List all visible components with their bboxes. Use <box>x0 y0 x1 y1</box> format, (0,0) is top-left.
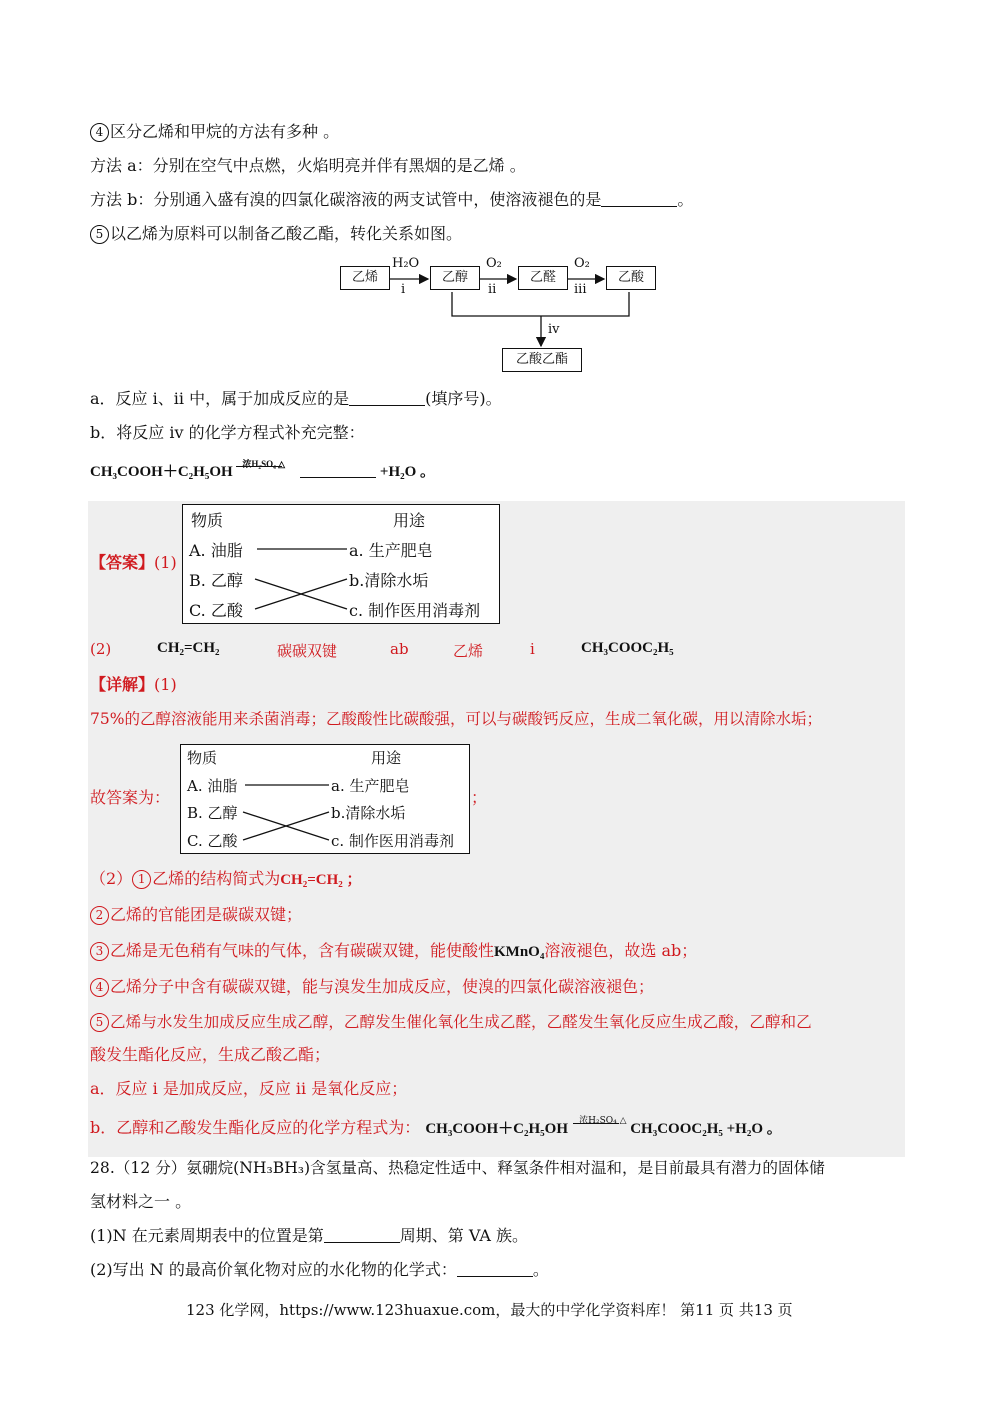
answer-blank <box>457 1262 533 1277</box>
node-ethylene: 乙烯 <box>340 266 390 290</box>
detail-line8: 酸发生酯化反应，生成乙酸乙酯； <box>90 1045 331 1064</box>
arrow2-label: ii <box>488 282 497 297</box>
detail-line10: b．乙醇和乙酸发生酯化反应的化学方程式为： CH₃COOH＋C₂H₅OH 浓H₂SO₄ △ CH₃COOC₂H₅ +H₂O 。 <box>90 1116 782 1137</box>
detail-line7: 5 乙烯与水发生加成反应生成乙醇，乙醇发生催化氧化生成乙醛，乙醛发生氧化反应生成乙酸，乙醇和乙 <box>90 1012 812 1032</box>
circled-number: 1 <box>132 870 151 889</box>
arrow3-reagent: O₂ <box>574 256 590 271</box>
circled-number: 4 <box>90 978 109 997</box>
detail-line2-end: ； <box>471 788 488 807</box>
arrow1-label: i <box>401 282 406 297</box>
arrow1-reagent: H₂O <box>392 256 420 271</box>
reaction-condition: 浓H₂SO₄ △ <box>573 1119 619 1135</box>
matching-table-answer: 物质 用途 A. 油脂 B. 乙醇 C. 乙酸 a. 生产肥皂 b.清除水垢 c. 制作医用消毒剂 <box>182 504 500 624</box>
arrow2-reagent: O₂ <box>486 256 502 271</box>
q5-line: 5 以乙烯为原料可以制备乙酸乙酯，转化关系如图。 <box>90 224 462 244</box>
answer-blank <box>324 1228 400 1243</box>
circled-number: 5 <box>90 225 109 244</box>
detail-line4: 2 乙烯的官能团是碳碳双键； <box>90 905 302 925</box>
answer-blank <box>349 391 425 406</box>
q4-line3: 方法 b：分别通入盛有溴的四氯化碳溶液的两支试管中，使溶液褪色的是 。 <box>90 190 694 209</box>
circled-number: 5 <box>90 1013 109 1032</box>
q28-line1: 28.（12 分）氨硼烷(NH₃BH₃)含氢量高、热稳定性适中、释氢条件相对温和，是目前最具有潜力的固体储 <box>90 1159 825 1177</box>
matching-lines <box>183 505 499 623</box>
answer-label: 【答案】(1) <box>90 553 177 572</box>
circled-number: 4 <box>90 123 109 142</box>
q28-line3: (1)N 在元素周期表中的位置是第 周期、第 VA 族。 <box>90 1226 528 1245</box>
circled-number: 2 <box>90 906 109 925</box>
detail-line9: a．反应 i 是加成反应，反应 ii 是氧化反应； <box>90 1079 408 1098</box>
detail-label: 【详解】(1) <box>90 675 177 694</box>
circled-number: 3 <box>90 942 109 961</box>
answer-blank <box>300 463 376 478</box>
detail-line5: 3 乙烯是无色稍有气味的气体，含有碳碳双键，能使酸性KMnO₄溶液褪色，故选 ab； <box>90 941 697 962</box>
detail-line2: 故答案为： <box>90 788 171 807</box>
node-ethanol: 乙醇 <box>430 266 480 290</box>
node-acetic-acid: 乙酸 <box>606 266 656 290</box>
node-ethyl-acetate: 乙酸乙酯 <box>502 348 582 372</box>
q28-line4: (2)写出 N 的最高价氧化物对应的水化物的化学式： 。 <box>90 1260 549 1279</box>
arrow4-label: iv <box>548 322 560 337</box>
equation-1: CH₃COOH＋C₂H₅OH 浓H₂SO₄ △ +H₂O 。 <box>90 459 436 480</box>
page-footer: 123 化学网，https://www.123huaxue.com，最大的中学化学资料库！ 第11 页 共13 页 <box>186 1301 793 1319</box>
q4-line2: 方法 a：分别在空气中点燃，火焰明亮并伴有黑烟的是乙烯 。 <box>90 156 526 175</box>
reaction-condition: 浓H₂SO₄ △ <box>236 462 282 478</box>
detail-line3: （2） 1 乙烯的结构简式为CH₂=CH₂ ； <box>90 869 362 888</box>
arrow3-label: iii <box>574 282 587 297</box>
detail-line6: 4 乙烯分子中含有碳碳双键，能与溴发生加成反应，使溴的四氯化碳溶液褪色； <box>90 977 654 997</box>
matching-table-detail: 物质 用途 A. 油脂 B. 乙醇 C. 乙酸 a. 生产肥皂 b.清除水垢 c. 制作医用消毒剂 <box>180 744 470 854</box>
q28-line2: 氢材料之一 。 <box>90 1192 192 1211</box>
node-acetaldehyde: 乙醛 <box>518 266 568 290</box>
qa-line: a．反应 i、ii 中，属于加成反应的是 (填序号)。 <box>90 389 502 408</box>
q4-line1: 4 区分乙烯和甲烷的方法有多种 。 <box>90 122 339 142</box>
matching-lines-detail <box>181 745 469 853</box>
qb-line: b．将反应 iv 的化学方程式补充完整： <box>90 423 365 442</box>
detail-line1: 75%的乙醇溶液能用来杀菌消毒；乙酸酸性比碳酸强，可以与碳酸钙反应，生成二氧化碳，用以清除水垢； <box>90 710 822 728</box>
diagram-arrows <box>0 0 993 400</box>
answer-part2: (2) CH₂=CH₂ 碳碳双键 ab 乙烯 i CH₃COOC₂H₅ <box>90 640 674 660</box>
